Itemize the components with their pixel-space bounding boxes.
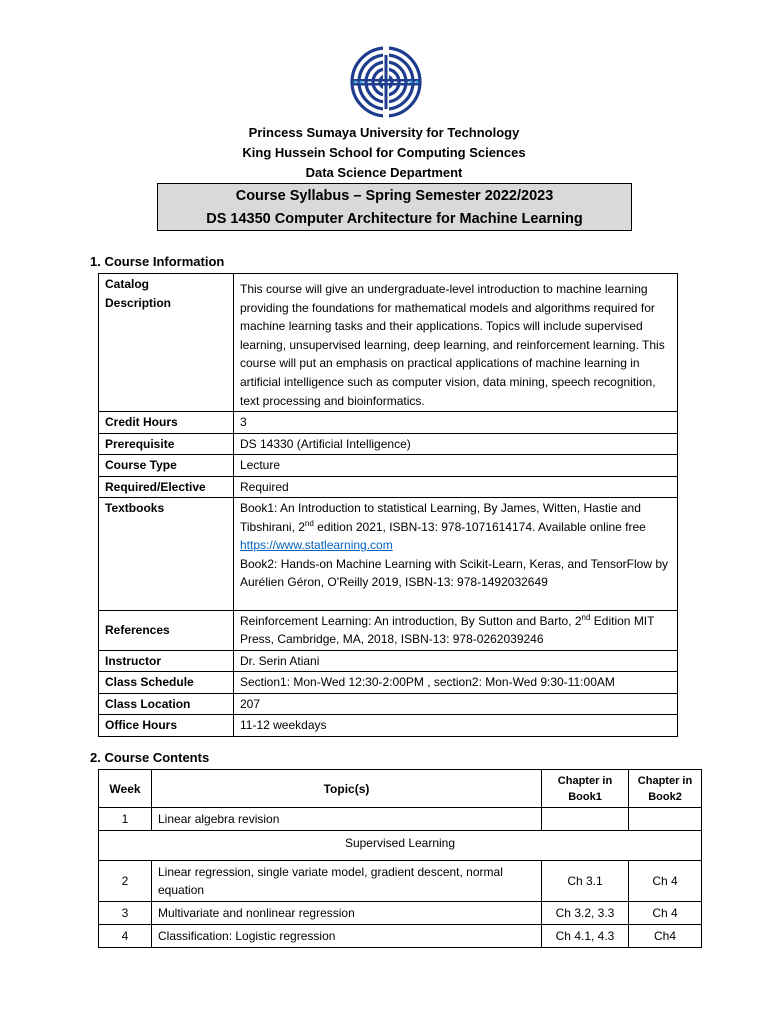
week-cell: 1 <box>99 808 152 831</box>
course-type-value: Lecture <box>234 455 678 477</box>
table-row <box>99 610 678 650</box>
textbooks-value <box>234 498 678 611</box>
university-name: Princess Sumaya University for Technology <box>248 125 520 140</box>
table-row <box>99 476 678 498</box>
book1-cell: Ch 4.1, 4.3 <box>542 925 629 948</box>
class-location-value: 207 <box>234 693 678 715</box>
prerequisite-value: DS 14330 (Artificial Intelligence) <box>234 433 678 455</box>
book1-cell: Ch 3.2, 3.3 <box>542 902 629 925</box>
instructor-label: Instructor <box>99 650 234 672</box>
week-cell: 2 <box>99 861 152 902</box>
course-title: DS 14350 Computer Architecture for Machine Learning <box>206 211 583 227</box>
department-name: Data Science Department <box>305 165 463 180</box>
catalog-label-line2: Description <box>105 295 172 310</box>
table-row <box>99 861 702 902</box>
catalog-description: This course will give an undergraduate-level introduction to machine learning providing the foundations for mathematical models and algorithms required for machine learning tasks and their applications. Topics will include supervised learning, unsupervised learning, deep learning, and reinforcement learning. This course will put an emphasis on practical applications of machine learning in artificial intelligence such as computer vision, data mining, speech recognition, text processing and bioinformatics. <box>234 274 678 412</box>
office-hours-label: Office Hours <box>99 715 234 737</box>
table-row <box>99 902 702 925</box>
catalog-label-line1: Catalog <box>105 277 150 291</box>
book2-text: Book2: Hands-on Machine Learning with Scikit-Learn, Keras, and TensorFlow by Aurélien Géron, O'Reilly 2019, ISBN-13: 978-1492032649 <box>240 556 669 590</box>
course-information-heading: 1. Course Information <box>90 254 225 269</box>
week-column-header: Week <box>99 770 152 808</box>
book2-column-header: Chapter in Book2 <box>629 770 702 808</box>
references-sup: nd <box>581 612 591 622</box>
class-schedule-value: Section1: Mon-Wed 12:30-2:00PM , section2: Mon-Wed 9:30-11:00AM <box>234 672 678 694</box>
section-row <box>99 831 702 861</box>
book1-sup: nd <box>304 518 314 528</box>
references-text: Reinforcement Learning: An introduction, By Sutton and Barto, 2 <box>240 613 582 628</box>
syllabus-title: Course Syllabus – Spring Semester 2022/2023 <box>235 188 554 204</box>
table-header-row <box>99 770 702 808</box>
table-row <box>99 925 702 948</box>
office-hours-value: 11-12 weekdays <box>234 715 678 737</box>
required-elective-label: Required/Elective <box>99 476 234 498</box>
credit-hours-label: Credit Hours <box>99 412 234 434</box>
course-type-label: Course Type <box>99 455 234 477</box>
table-row <box>99 274 678 412</box>
book2-cell <box>629 808 702 831</box>
course-contents-heading: 2. Course Contents <box>90 750 210 765</box>
book1-cell: Ch 3.1 <box>542 861 629 902</box>
table-row <box>99 808 702 831</box>
table-row <box>99 672 678 694</box>
references-label: References <box>99 610 234 650</box>
topic-cell: Multivariate and nonlinear regression <box>152 902 542 925</box>
book2-cell: Ch4 <box>629 925 702 948</box>
book2-cell: Ch 4 <box>629 902 702 925</box>
references-value <box>234 610 678 650</box>
prerequisite-label: Prerequisite <box>99 433 234 455</box>
table-row <box>99 693 678 715</box>
class-schedule-label: Class Schedule <box>99 672 234 694</box>
book1-text-end: edition 2021, ISBN-13: 978-1071614174. Available online free <box>313 519 646 534</box>
topic-cell: Linear regression, single variate model, gradient descent, normal equation <box>152 861 542 902</box>
instructor-value: Dr. Serin Atiani <box>234 650 678 672</box>
table-row <box>99 455 678 477</box>
course-information-table <box>98 273 678 737</box>
table-row <box>99 433 678 455</box>
supervised-learning-section: Supervised Learning <box>99 831 702 861</box>
table-row <box>99 715 678 737</box>
book1-text: Book1: An Introduction to statistical Learning, By James, Witten, Hastie and Tibshirani, 2 <box>240 501 641 534</box>
school-name: King Hussein School for Computing Sciences <box>242 145 526 160</box>
book2-cell: Ch 4 <box>629 861 702 902</box>
credit-hours-value: 3 <box>234 412 678 434</box>
textbooks-label: Textbooks <box>99 498 234 611</box>
required-elective-value: Required <box>234 476 678 498</box>
topic-cell: Linear algebra revision <box>152 808 542 831</box>
document-header <box>0 123 768 183</box>
table-row <box>99 412 678 434</box>
book1-column-header: Chapter in Book1 <box>542 770 629 808</box>
course-contents-table <box>98 769 702 948</box>
references-text-end: Edition MIT Press, Cambridge, MA, 2018, ISBN-13: 978-0262039246 <box>240 613 655 647</box>
class-location-label: Class Location <box>99 693 234 715</box>
topic-column-header: Topic(s) <box>152 770 542 808</box>
catalog-label <box>99 274 234 412</box>
statlearning-link[interactable]: https://www.statlearning.com <box>240 538 393 553</box>
university-logo-icon <box>349 45 423 119</box>
table-row <box>99 498 678 611</box>
table-row <box>99 650 678 672</box>
week-cell: 4 <box>99 925 152 948</box>
book1-cell <box>542 808 629 831</box>
syllabus-title-box <box>157 183 632 231</box>
week-cell: 3 <box>99 902 152 925</box>
topic-cell: Classification: Logistic regression <box>152 925 542 948</box>
